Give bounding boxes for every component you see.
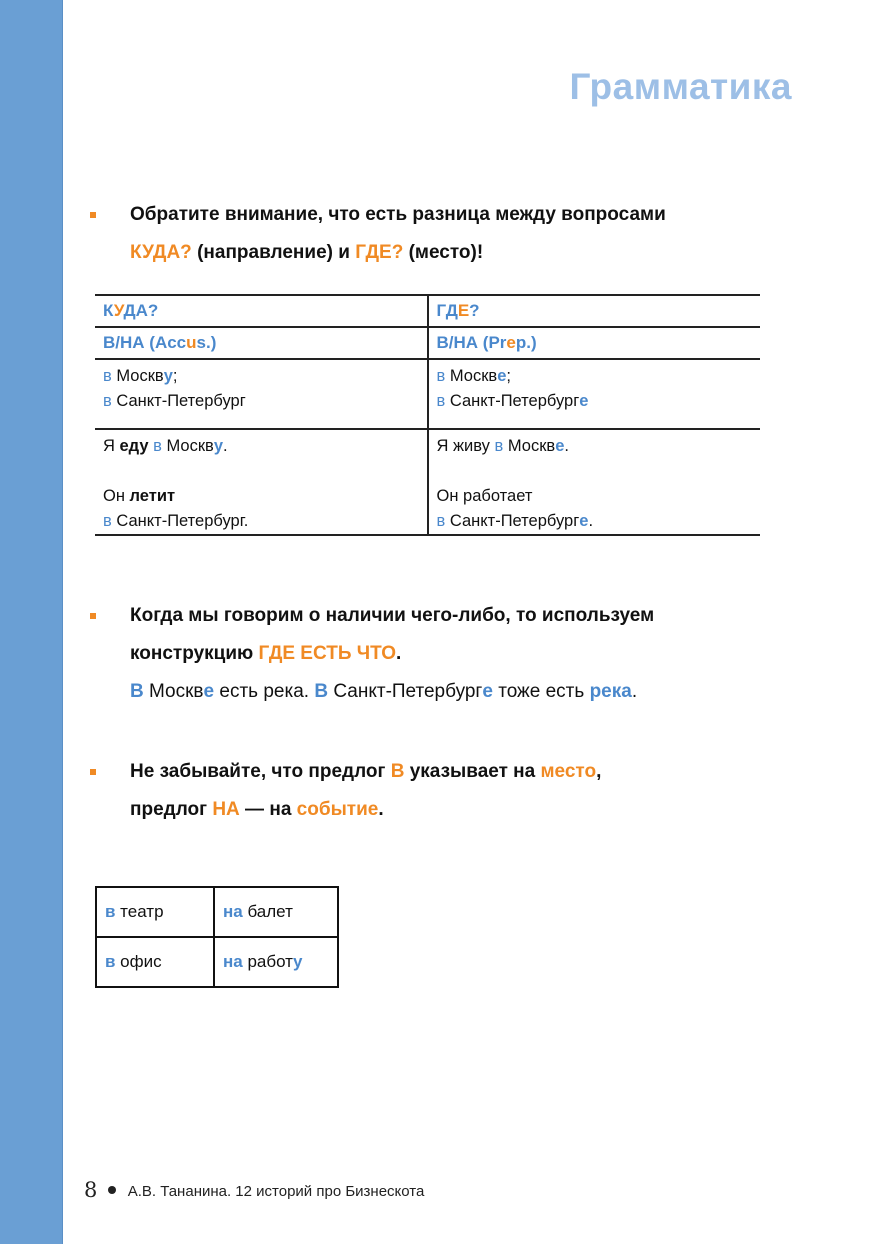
punct: ; [506,367,511,385]
bullet-line [130,635,401,673]
header-ending: У [113,301,124,320]
header-text: ? [469,301,480,320]
verb: летит [129,487,176,505]
bullet-line [130,753,601,791]
example-sentence [130,681,637,703]
cell-kuda-sentences [95,429,428,535]
word-stem: Москв [503,437,556,455]
case-text: В/НА (Pr [436,333,507,352]
sentence-text: Я живу [436,437,495,455]
sentence-text: Я [103,437,120,455]
punct: . [396,643,402,664]
bullet-text: Не забывайте, что предлог [130,761,391,782]
word: театр [115,902,164,921]
kuda-highlight: КУДА? [130,242,192,263]
sentence-line [103,509,419,534]
example-line [437,364,753,389]
cell-na [214,887,338,937]
word-stem: Москв [111,367,164,385]
sentence-line [437,434,753,459]
preposition: в [103,512,112,530]
sentence-text: Он работает [436,487,533,505]
preposition: в [153,437,162,455]
punct: . [588,512,594,530]
bullet-square-icon [90,769,96,775]
page-number: 8 [84,1178,98,1202]
page-footer [84,1178,424,1202]
bullet-text: указывает на [404,761,541,782]
bullet-text: Когда мы говорим о наличии чего-либо, то используем [130,605,655,626]
preposition: в [436,392,446,410]
case-text: s.) [196,333,217,352]
construction-highlight: ГДЕ ЕСТЬ ЧТО [258,643,397,664]
table-case-row [95,327,760,359]
bullet-text: Обратите внимание, что есть разница между вопросами [130,204,666,225]
example-line [437,389,753,414]
bullet-text: — на [239,799,297,820]
cell-gde-sentences [428,429,761,535]
word-stem: Санкт-Петербург [111,392,246,410]
case-accusative [95,327,428,359]
case-ending: u [186,333,197,352]
sentence-line [437,484,753,509]
table-row [95,359,760,429]
word-ending: у [292,952,303,971]
bullet-text: (место)! [403,242,484,263]
preposition: В [314,681,329,702]
gde-highlight: ГДЕ? [355,242,404,263]
case-prepositional [428,327,761,359]
place-highlight: место [540,761,597,782]
sentence-line [103,434,419,459]
word-stem: Санкт-Петербург [328,681,483,702]
bullet-text: конструкцию [130,643,259,664]
preposition: на [223,952,243,971]
punct: . [378,799,384,820]
table-header-row [95,295,760,327]
punct: ; [172,367,178,385]
cell-kuda-examples [95,359,428,429]
table-row [96,887,338,937]
example-line [103,389,419,414]
sentence-line [103,484,419,509]
preposition-v: В [390,761,405,782]
case-text: В/НА (Acc [103,333,187,352]
punct: . [631,681,638,702]
header-text: ГД [436,301,458,320]
word-ending: е [579,512,589,530]
preposition: в [105,952,116,971]
bullet-text: предлог [130,799,213,820]
bullet-line [130,791,384,829]
preposition: в [436,512,446,530]
highlight-word: река [589,681,632,702]
event-highlight: событие [296,799,379,820]
case-ending: e [506,333,516,352]
cell-v [96,887,214,937]
preposition: в [103,367,112,385]
word-stem: Санкт-Петербург [445,512,580,530]
preposition: В [130,681,144,702]
word-ending: е [579,392,589,410]
preposition: на [223,902,243,921]
sentence-text: тоже есть [492,681,590,702]
punct: , [596,761,602,782]
bullet-text: (направление) и [191,242,356,263]
word-stem: Санкт-Петербург [445,392,580,410]
page-title: Грамматика [569,66,792,107]
header-text: К [103,301,114,320]
header-text: ДА? [123,301,159,320]
sentence-line [437,509,753,534]
verb: еду [119,437,149,455]
word: офис [115,952,162,971]
v-na-table [95,886,339,988]
book-citation: А.В. Тананина. 12 историй про Бизнескота [127,1183,425,1200]
kuda-gde-table [95,294,760,536]
bullet-square-icon [90,212,96,218]
sentence-text: есть река. [214,681,315,702]
cell-v [96,937,214,987]
case-text: p.) [515,333,537,352]
bullet-line [130,234,483,272]
bullet-line [130,597,654,635]
bullet-square-icon [90,613,96,619]
cell-na [214,937,338,987]
table-row [96,937,338,987]
punct: . [564,437,569,455]
side-stripe [0,0,63,1244]
word-ending: у [163,367,173,385]
header-kuda [95,295,428,327]
spacer [437,459,753,484]
bullet-line [130,196,666,234]
word-ending: е [482,681,493,702]
preposition: в [494,437,504,455]
preposition: в [105,902,116,921]
word-stem: Москв [161,437,214,455]
sentence-text: Он [103,487,130,505]
table-row [95,429,760,535]
cell-gde-examples [428,359,761,429]
preposition-na: НА [212,799,240,820]
word-ending: е [497,367,507,385]
bullet-dot-icon [108,1186,116,1194]
word-ending: у [213,437,224,455]
example-line [103,364,419,389]
word-ending: е [555,437,565,455]
word-ending: е [203,681,215,702]
word-stem: Москв [143,681,204,702]
punct: . [223,437,228,455]
header-gde [428,295,761,327]
word: балет [242,902,293,921]
header-ending: Е [457,301,470,320]
preposition: в [103,392,112,410]
word-stem: Санкт-Петербург. [111,512,249,530]
word: работ [242,952,293,971]
word-stem: Москв [445,367,498,385]
spacer [103,459,419,484]
preposition: в [436,367,446,385]
